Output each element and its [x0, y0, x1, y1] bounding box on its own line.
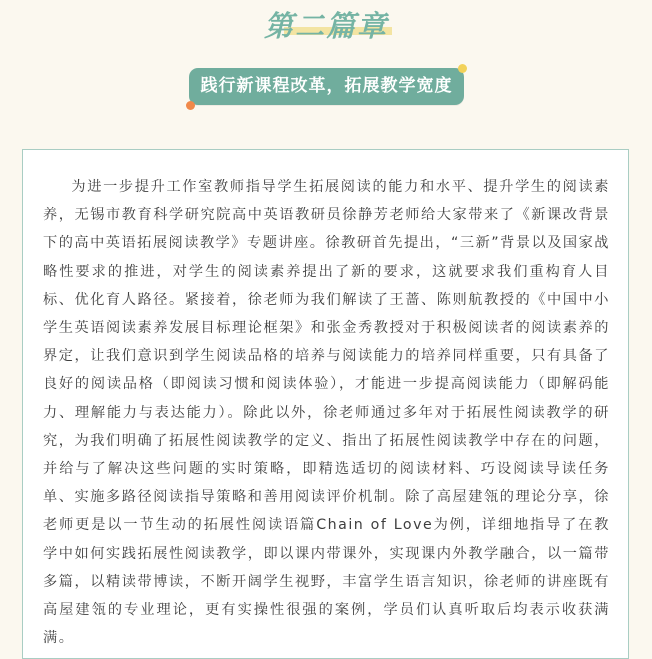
article-paragraph: 为进一步提升工作室教师指导学生拓展阅读的能力和水平、提升学生的阅读素养，无锡市教育科学研究院高中英语教研员徐静芳老师给大家带来了《新课改背景下的高中英语拓展阅读教学》专题讲座。徐教研首先提出，“三新”背景以及国家战略性要求的推进，对学生的阅读素养提出了新的要求，这就要求我们重构育人目标、优化育人路径。紧接着，徐老师为我们解读了王蔷、陈则航教授的《中国中小学生英语阅读素养发展目标理论框架》和张金秀教授对于积极阅读者的阅读素养的界定，让我们意识到学生阅读品格的培养与阅读能力的培养同样重要，只有具备了良好的阅读品格（即阅读习惯和阅读体验），才能进一步提高阅读能力（即解码能力、理解能力与表达能力）。除此以外，徐老师通过多年对于拓展性阅读教学的研究，为我们明确了拓展性阅读教学的定义、指出了拓展性阅读教学中存在的问题，并给与了解决这些问题的实时策略，即精选适切的阅读材料、巧设阅读导读任务单、实施多路径阅读指导策略和善用阅读评价机制。除了高屋建瓴的理论分享，徐老师更是以一节生动的拓展性阅读语篇Chain of Love为例，详细地指导了在教学中如何实践拓展性阅读教学，即以课内带课外，实现课内外教学融合，以一篇带多篇，以精读带博读，不断开阔学生视野，丰富学生语言知识，徐老师的讲座既有高屋建瓴的专业理论，更有实操性很强的案例，学员们认真听取后均表示收获满满。 [43, 179, 610, 647]
section-title: 践行新课程改革，拓展教学宽度 [189, 68, 464, 105]
yellow-dot-decoration [458, 64, 467, 73]
article-box [22, 149, 629, 659]
section-banner [189, 68, 464, 105]
orange-dot-decoration [186, 101, 195, 110]
chapter-title: 第二篇章 [263, 9, 388, 43]
